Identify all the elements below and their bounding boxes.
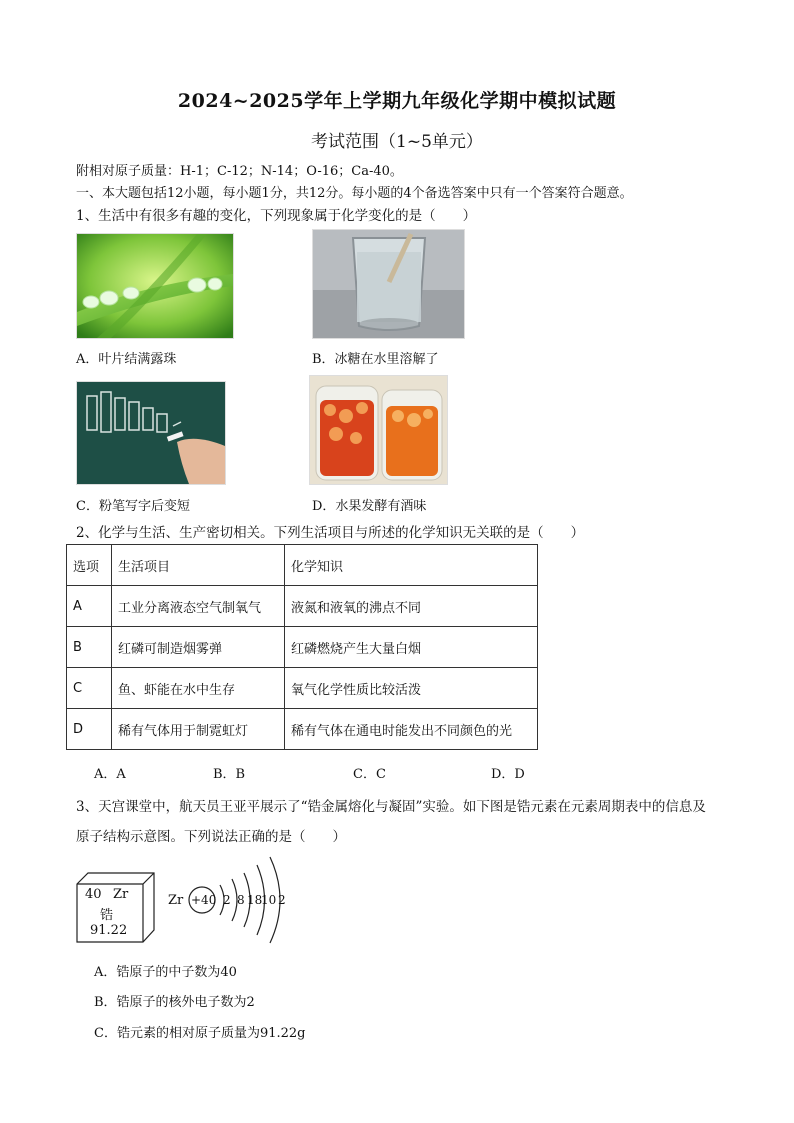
q2-table — [66, 544, 538, 750]
q1-image-a — [76, 233, 234, 339]
element-cell — [76, 872, 156, 944]
row-b-chem: 红磷燃烧产生大量白烟 — [285, 627, 538, 668]
row-a-option: A — [67, 586, 112, 627]
element-name: 锆 — [100, 908, 114, 923]
q1-option-d: D．水果发酵有酒味 — [312, 499, 427, 514]
atom-structure-diagram — [166, 853, 294, 948]
q2-stem: 2、化学与生活、生产密切相关。下列生活项目与所述的化学知识无关联的是（ ） — [76, 525, 585, 541]
element-symbol: Zr — [113, 887, 129, 902]
q3-stem-line2: 原子结构示意图。下列说法正确的是（ ） — [76, 829, 346, 845]
shell-4: 10 — [261, 893, 277, 907]
q1-image-c — [76, 381, 226, 485]
q1-option-a: A．叶片结满露珠 — [76, 352, 177, 367]
shell-2: 8 — [237, 893, 245, 907]
header-life-item: 生活项目 — [112, 545, 285, 586]
row-c-life: 鱼、虾能在水中生存 — [112, 668, 285, 709]
header-chem-knowledge: 化学知识 — [285, 545, 538, 586]
row-c-chem: 氧气化学性质比较活泼 — [285, 668, 538, 709]
shell-1: 2 — [223, 893, 231, 907]
q1-option-b: B．冰糖在水里溶解了 — [312, 352, 439, 367]
q3-stem-line1: 3、天宫课堂中，航天员王亚平展示了“锆金属熔化与凝固”实验。如下图是锆元素在元素周期表中的信息及 — [76, 799, 706, 815]
q1-option-c: C．粉笔写字后变短 — [76, 499, 190, 514]
q3-option-b: B．锆原子的核外电子数为2 — [94, 995, 255, 1010]
q3-option-c: C．锆元素的相对原子质量为91.22g — [94, 1026, 306, 1041]
page-subtitle: 考试范围（1~5单元） — [311, 132, 483, 152]
section-instructions: 一、本大题包括12小题，每小题1分，共12分。每小题的4个备选答案中只有一个答案符合题意。 — [76, 186, 633, 201]
table-row — [67, 586, 538, 627]
row-d-chem: 稀有气体在通电时能发出不同颜色的光 — [285, 709, 538, 750]
q2-choice-a: A．A — [94, 767, 126, 782]
header-option: 选项 — [67, 545, 112, 586]
row-a-chem: 液氮和液氧的沸点不同 — [285, 586, 538, 627]
row-d-life: 稀有气体用于制霓虹灯 — [112, 709, 285, 750]
q1-stem: 1、生活中有很多有趣的变化，下列现象属于化学变化的是（ ） — [76, 208, 477, 224]
row-b-option: B — [67, 627, 112, 668]
table-header-row — [67, 545, 538, 586]
nucleus-charge: +40 — [191, 893, 217, 907]
q2-choice-c: C．C — [353, 767, 386, 782]
q2-choice-b: B．B — [213, 767, 246, 782]
q3-option-a: A．锆原子的中子数为40 — [94, 965, 237, 980]
atom-symbol: Zr — [168, 893, 184, 908]
row-c-option: C — [67, 668, 112, 709]
shell-5: 2 — [278, 893, 286, 907]
page-title: 2024~2025学年上学期九年级化学期中模拟试题 — [177, 90, 617, 112]
q1-image-d — [309, 375, 448, 485]
atomic-mass-note: 附相对原子质量：H-1；C-12；N-14；O-16；Ca-40。 — [76, 164, 403, 179]
table-row — [67, 668, 538, 709]
row-d-option: D — [67, 709, 112, 750]
row-a-life: 工业分离液态空气制氧气 — [112, 586, 285, 627]
q1-image-b — [312, 229, 465, 339]
shell-3: 18 — [247, 893, 263, 907]
q2-choice-d: D．D — [491, 767, 525, 782]
table-row — [67, 627, 538, 668]
table-row — [67, 709, 538, 750]
element-number: 40 — [85, 887, 102, 902]
row-b-life: 红磷可制造烟雾弹 — [112, 627, 285, 668]
element-mass: 91.22 — [90, 923, 128, 938]
